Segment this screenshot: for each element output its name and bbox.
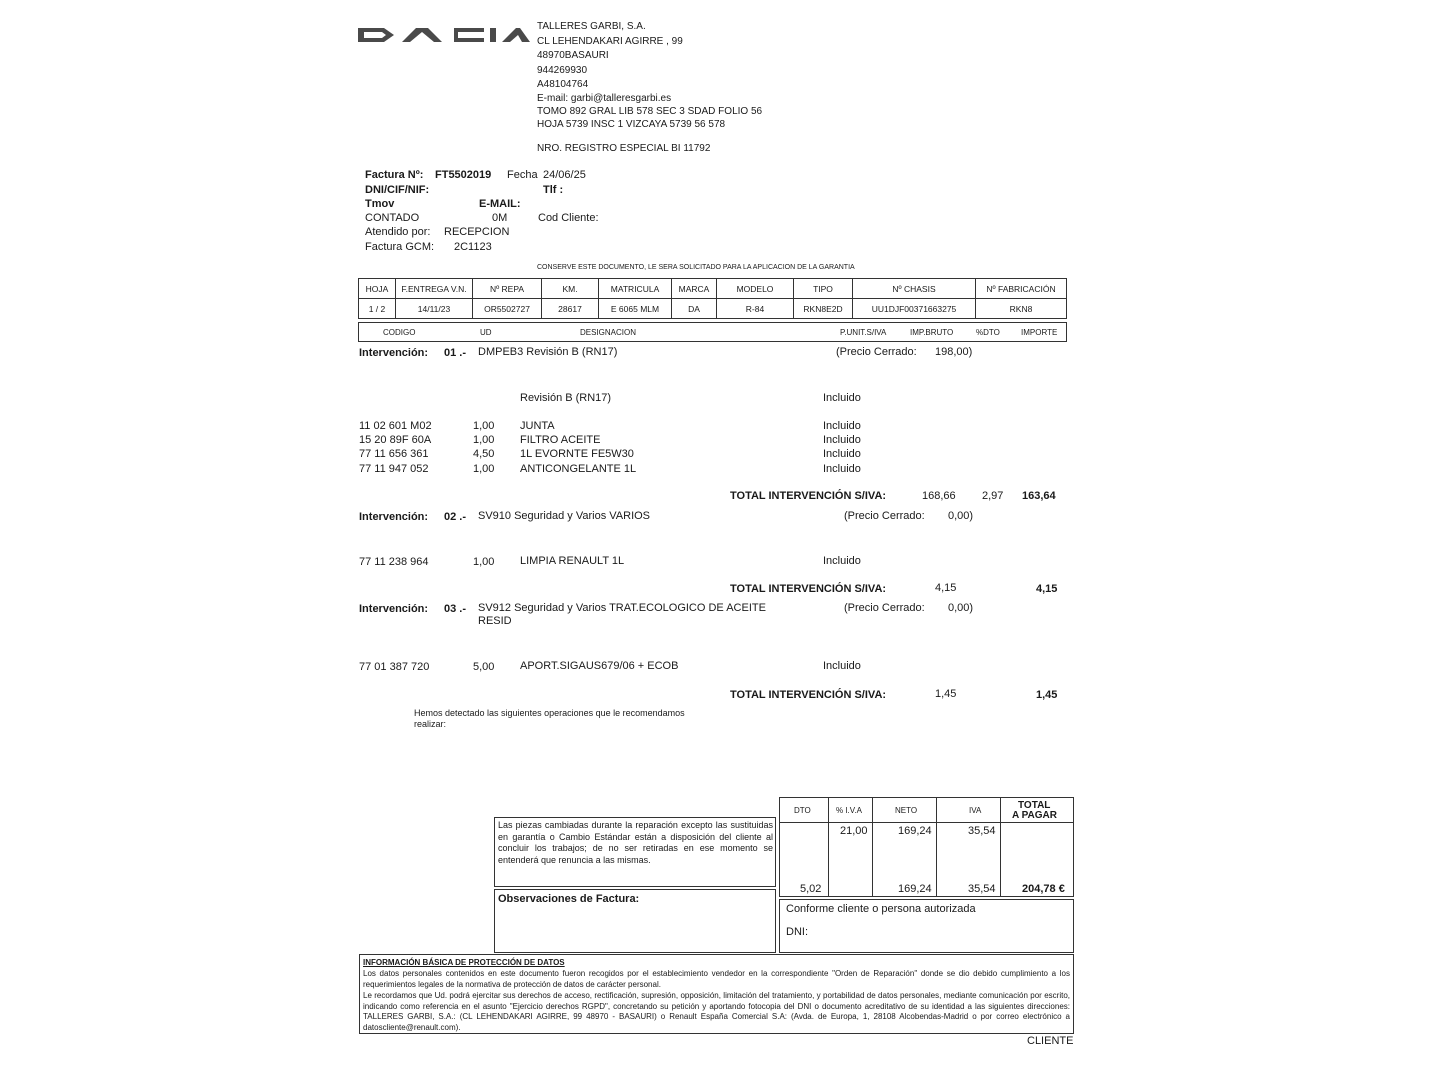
conforme-box: [779, 899, 1074, 953]
privacy-text-2: Le recordamos que Ud. podrá ejercitar sus derechos de acceso, rectificación, supresión, opposición, limitación del tratamiento, y portabilidad de datos personales, mediante comunicación por escrito, indicando como referencia en el asunto "Ejercicio derechos RGPD", concretando su petición y aportando fotocopia del DNI o documento acreditativo de su identidad a las siguientes direcciones: TALLERES GARBI, S.A.: (CL LEHENDAKARI AGIRRE, 99 48970 - BASAURI) o Renault España Comercial S.A: (Avda. de Europa, 1, 28108 Alcobendas-Madrid o por correo electrónico a datoscliente@renault.com).: [363, 991, 1070, 1032]
item-code: 77 11 238 964: [359, 556, 429, 568]
item-status: Incluido: [823, 434, 861, 446]
item-name: APORT.SIGAUS679/06 + ECOB: [520, 660, 679, 672]
vehicle-value: E 6065 MLM: [599, 299, 672, 319]
company-line: 48970BASAURI: [537, 50, 609, 61]
totals-header-iva: IVA: [969, 806, 982, 815]
sub-service: Revisión B (RN17): [520, 392, 612, 404]
total-importe: 4,15: [1036, 583, 1058, 595]
vehicle-header: MATRICULA: [599, 279, 672, 299]
vehicle-header: Nº CHASIS: [853, 279, 976, 299]
col-dto: %DTO: [976, 328, 1000, 337]
item-name: 1L EVORNTE FE5W30: [520, 448, 634, 460]
contado-label: CONTADO: [365, 212, 420, 224]
item-status: Incluido: [823, 448, 861, 460]
item-code: 77 11 947 052: [359, 463, 429, 475]
intervention-label: Intervención:: [359, 347, 429, 359]
dni-signature-label: DNI:: [786, 926, 808, 938]
intervention-label: Intervención:: [359, 511, 429, 523]
col-impbruto: IMP.BRUTO: [910, 328, 954, 337]
vehicle-value: OR5502727: [473, 299, 542, 319]
intervention-desc: DMPEB3 Revisión B (RN17): [478, 346, 618, 358]
piezas-note: Las piezas cambiadas durante la reparación excepto las sustituidas en garantía o Cambio Estándar están a disposición del cliente al concluir los trabajos; de no ser retiradas en ese momento se entenderá que renuncia a las mismas.: [498, 820, 773, 865]
item-ud: 4,50: [473, 448, 495, 460]
vehicle-value: 1 / 2: [359, 299, 396, 319]
item-ud: 1,00: [473, 556, 495, 568]
dni-label: DNI/CIF/NIF:: [365, 184, 430, 196]
dacia-logo: [358, 24, 530, 46]
privacy-box: [359, 954, 1074, 1034]
recommend-line: realizar:: [414, 719, 447, 729]
neto-total-value: 169,24: [898, 883, 932, 895]
intervention-number: 01 .-: [444, 347, 467, 359]
total-bruto: 168,66: [922, 490, 956, 502]
columns-header: [358, 322, 1067, 342]
precio-cerrado-value: 198,00): [935, 346, 973, 358]
precio-cerrado-value: 0,00): [948, 602, 974, 614]
intervention-desc: SV912 Seguridad y Varios TRAT.ECOLOGICO DE ACEITE: [478, 602, 766, 614]
atendido-label: Atendido por:: [365, 226, 431, 238]
item-status: Incluido: [823, 392, 861, 404]
total-dto: 2,97: [982, 490, 1004, 502]
total-label: TOTAL INTERVENCIÓN S/IVA:: [730, 490, 887, 502]
piezas-note-box: [494, 817, 776, 887]
col-designacion: DESIGNACION: [580, 328, 637, 337]
observaciones-box: [494, 889, 776, 953]
item-code: 77 11 656 361: [359, 448, 429, 460]
company-registro: NRO. REGISTRO ESPECIAL BI 11792: [537, 143, 711, 154]
intervention-number: 03 .-: [444, 603, 467, 615]
item-status: Incluido: [823, 420, 861, 432]
copy-label: CLIENTE: [1027, 1035, 1074, 1047]
privacy-text-1: Los datos personales contenidos en este documento fueron recogidos por el establecimiento vendedor en la correspondiente "Orden de Reparación" donde se dio debido cumplimiento a los requerimientos legales de la normativa de protección de datos de carácter personal.: [363, 969, 1070, 989]
tmov-label: Tmov: [365, 198, 395, 210]
vehicle-header: F.ENTREGA V.N.: [396, 279, 473, 299]
item-code: 11 02 601 M02: [359, 420, 432, 432]
vehicle-value: 28617: [542, 299, 599, 319]
total-label: TOTAL INTERVENCIÓN S/IVA:: [730, 583, 887, 595]
fecha-value: 24/06/25: [543, 169, 586, 181]
vehicle-header: TIPO: [794, 279, 853, 299]
vehicle-header: MODELO: [717, 279, 794, 299]
total-bruto: 1,45: [935, 688, 957, 700]
observaciones-label: Observaciones de Factura:: [498, 893, 640, 905]
item-ud: 1,00: [473, 434, 495, 446]
vehicle-table: [358, 278, 1067, 319]
gcm-value: 2C1123: [454, 241, 492, 253]
vehicle-header: KM.: [542, 279, 599, 299]
company-line: HOJA 5739 INSC 1 VIZCAYA 5739 56 578: [537, 119, 726, 130]
totals-header-iva-pct: % I.V.A: [836, 806, 862, 815]
company-line: TALLERES GARBI, S.A.: [537, 21, 646, 32]
vehicle-value: 14/11/23: [396, 299, 473, 319]
vehicle-header: Nº FABRICACIÓN: [976, 279, 1067, 299]
total-importe: 1,45: [1036, 689, 1058, 701]
company-line: CL LEHENDAKARI AGIRRE , 99: [537, 36, 683, 47]
conserve-note: CONSERVE ESTE DOCUMENTO, LE SERA SOLICITADO PARA LA APLICACION DE LA GARANTIA: [537, 264, 855, 271]
item-ud: 1,00: [473, 420, 495, 432]
totals-header-total: TOTAL: [1018, 800, 1051, 811]
col-punit: P.UNIT.S/IVA: [840, 328, 887, 337]
factura-label: Factura Nº:: [365, 169, 424, 181]
total-a-pagar-value: 204,78 €: [1022, 883, 1065, 895]
totals-table: [779, 797, 1074, 897]
col-codigo: CODIGO: [383, 328, 416, 337]
vehicle-value: UU1DJF00371663275: [853, 299, 976, 319]
vehicle-header: MARCA: [672, 279, 717, 299]
item-ud: 1,00: [473, 463, 495, 475]
privacy-title: INFORMACIÓN BÁSICA DE PROTECCIÓN DE DATOS: [363, 958, 565, 967]
total-label: TOTAL INTERVENCIÓN S/IVA:: [730, 689, 887, 701]
atendido-value: RECEPCION: [444, 226, 510, 238]
iva-pct-value: 21,00: [840, 825, 868, 837]
gcm-label: Factura GCM:: [365, 241, 435, 253]
item-code: 77 01 387 720: [359, 661, 430, 673]
item-name: JUNTA: [520, 420, 555, 432]
col-ud: UD: [480, 328, 492, 337]
recommend-line: Hemos detectado las siguientes operaciones que le recomendamos: [414, 708, 685, 718]
precio-cerrado-label: (Precio Cerrado:: [836, 346, 917, 358]
cod-cliente-label: Cod Cliente:: [538, 212, 599, 224]
totals-header-dto: DTO: [794, 806, 811, 815]
iva-total-value: 35,54: [968, 883, 996, 895]
conforme-label: Conforme cliente o persona autorizada: [786, 903, 976, 915]
item-status: Incluido: [823, 660, 861, 672]
item-status: Incluido: [823, 463, 861, 475]
item-name: LIMPIA RENAULT 1L: [520, 555, 625, 567]
precio-cerrado-label: (Precio Cerrado:: [844, 510, 925, 522]
vehicle-value: R-84: [717, 299, 794, 319]
contado-value: 0M: [492, 212, 508, 224]
company-line: A48104764: [537, 79, 589, 90]
dto-total-value: 5,02: [800, 883, 822, 895]
col-importe: IMPORTE: [1021, 328, 1058, 337]
item-ud: 5,00: [473, 661, 495, 673]
fecha-label: Fecha: [507, 169, 538, 181]
intervention-label: Intervención:: [359, 603, 429, 615]
vehicle-header: Nº REPA: [473, 279, 542, 299]
item-name: FILTRO ACEITE: [520, 434, 601, 446]
iva-value: 35,54: [968, 825, 996, 837]
total-bruto: 4,15: [935, 582, 957, 594]
neto-value: 169,24: [898, 825, 932, 837]
intervention-number: 02 .-: [444, 511, 467, 523]
factura-number: FT5502019: [435, 169, 492, 181]
company-line: TOMO 892 GRAL LIB 578 SEC 3 SDAD FOLIO 56: [537, 106, 763, 117]
vehicle-value: DA: [672, 299, 717, 319]
tlf-label: Tlf :: [543, 184, 564, 196]
total-importe: 163,64: [1022, 490, 1056, 502]
item-name: ANTICONGELANTE 1L: [520, 463, 637, 475]
vehicle-value: RKN8E2D: [794, 299, 853, 319]
totals-header-neto: NETO: [895, 806, 918, 815]
totals-header-apagar: A PAGAR: [1012, 810, 1057, 821]
company-email: E-mail: garbi@talleresgarbi.es: [537, 93, 672, 104]
precio-cerrado-value: 0,00): [948, 510, 974, 522]
vehicle-header: HOJA: [359, 279, 396, 299]
company-line: 944269930: [537, 65, 588, 76]
precio-cerrado-label: (Precio Cerrado:: [844, 602, 925, 614]
email-label: E-MAIL:: [479, 198, 521, 210]
vehicle-value: RKN8: [976, 299, 1067, 319]
intervention-desc: SV910 Seguridad y Varios VARIOS: [478, 510, 651, 522]
item-code: 15 20 89F 60A: [359, 434, 432, 446]
intervention-desc-cont: RESID: [478, 615, 512, 627]
item-status: Incluido: [823, 555, 861, 567]
